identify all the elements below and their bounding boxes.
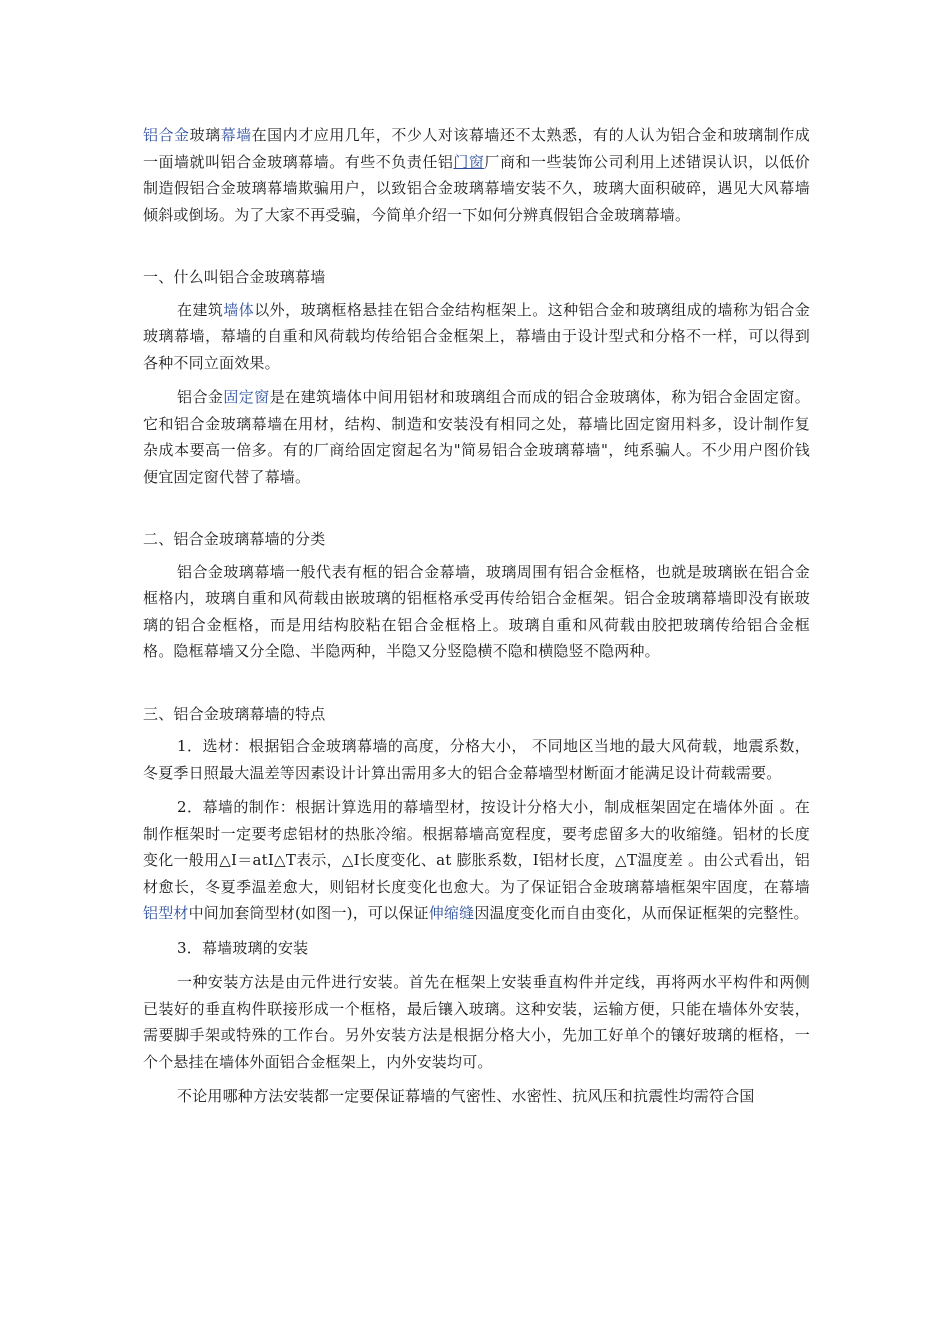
document-body <box>143 122 810 1110</box>
link-wall-body[interactable]: 墙体 <box>223 300 255 319</box>
link-curtain-wall[interactable]: 幕墙 <box>220 126 252 144</box>
link-aluminum-alloy[interactable]: 铝合金 <box>143 126 190 144</box>
link-fixed-window[interactable]: 固定窗 <box>223 388 270 406</box>
link-aluminum-profile[interactable]: 铝型材 <box>143 904 189 922</box>
link-doors-windows[interactable]: 门窗 <box>453 152 485 171</box>
section-3-heading: 三、铝合金玻璃幕墙的特点 <box>143 704 326 723</box>
section-2-paragraph-1: 铝合金玻璃幕墙一般代表有框的铝合金幕墙，玻璃周围有铝合金框格，也就是玻璃嵌在铝合金框格内，玻璃自重和风荷载由嵌玻璃的铝框格承受再传给铝合金框架。铝合金玻璃幕墙即没有嵌玻璃的铝合金框格，而是用结构胶粘在铝合金框格上。玻璃自重和风荷载由胶把玻璃传给铝合金框格。隐框幕墙又分全隐、半隐两种，半隐又分竖隐横不隐和横隐竖不隐两种。 <box>143 562 810 660</box>
section-1-paragraph-2: 铝合金固定窗是在建筑墙体中间用铝材和玻璃组合而成的铝合金玻璃体，称为铝合金固定窗。它和铝合金玻璃幕墙在用材，结构、制造和安装没有相同之处，幕墙比固定窗用料多，设计制作复杂成本要高一倍多。有的厂商给固定窗起名为"简易铝合金玻璃幕墙"，纯系骗人。不少用户图价钱便宜固定窗代替了幕墙。 <box>143 388 810 486</box>
section-1-paragraph-1: 在建筑墙体以外，玻璃框格悬挂在铝合金结构框架上。这种铝合金和玻璃组成的墙称为铝合金玻璃幕墙，幕墙的自重和风荷载均传给铝合金框架上，幕墙由于设计型式和分格不一样，可以得到各种不同立面效果。 <box>143 300 810 372</box>
section-1-heading: 一、什么叫铝合金玻璃幕墙 <box>143 268 326 286</box>
section-3-paragraph-1: 1．选材：根据铝合金玻璃幕墙的高度，分格大小， 不同地区当地的最大风荷载，地震系数，冬夏季日照最大温差等因素设计计算出需用多大的铝合金幕墙型材断面才能满足设计荷载需要。 <box>143 737 810 782</box>
section-2-heading: 二、铝合金玻璃幕墙的分类 <box>143 530 326 548</box>
section-3-subheading-installation: 3．幕墙玻璃的安装 <box>177 938 309 957</box>
section-3-paragraph-4: 不论用哪种方法安装都一定要保证幕墙的气密性、水密性、抗风压和抗震性均需符合国 <box>177 1087 755 1105</box>
section-3-paragraph-3: 一种安装方法是由元件进行安装。首先在框架上安装垂直构件并定线，再将两水平构件和两侧已装好的垂直构件联接形成一个框格，最后镶入玻璃。这种安装，运输方便，只能在墙体外安装，需要脚手架或特殊的工作台。另外安装方法是根据分格大小，先加工好单个的镶好玻璃的框格，一个个悬挂在墙体外面铝合金框架上，内外安装均可。 <box>143 973 810 1071</box>
intro-paragraph: 铝合金玻璃幕墙在国内才应用几年，不少人对该幕墙还不太熟悉，有的人认为铝合金和玻璃制作成一面墙就叫铝合金玻璃幕墙。有些不负责任铝门窗厂商和一些装饰公司利用上述错误认识，以低价制造假铝合金玻璃幕墙欺骗用户，以致铝合金玻璃幕墙安装不久，玻璃大面积破碎，遇见大风幕墙倾斜或倒场。为了大家不再受骗，今简单介绍一下如何分辨真假铝合金玻璃幕墙。 <box>143 126 810 224</box>
link-expansion-joint[interactable]: 伸缩缝 <box>428 904 475 922</box>
section-3-paragraph-2: 2．幕墙的制作：根据计算选用的幕墙型材，按设计分格大小，制成框架固定在墙体外面 。在制作框架时一定要考虑铝材的热胀冷缩。根据幕墙高宽程度，要考虑留多大的收缩缝。铝材的长度变化一般用△I＝atI△T表示，△I长度变化、at 膨胀系数，I铝材长度，△T温度差 。由公式看出，铝材愈长，冬夏季温差愈大，则铝材长度变化也愈大。为了保证铝合金玻璃幕墙框架牢固度，在幕墙铝型材中间加套筒型材(如图一)，可以保证伸缩缝因温度变化而自由变化，从而保证框架的完整性。 <box>143 798 810 922</box>
